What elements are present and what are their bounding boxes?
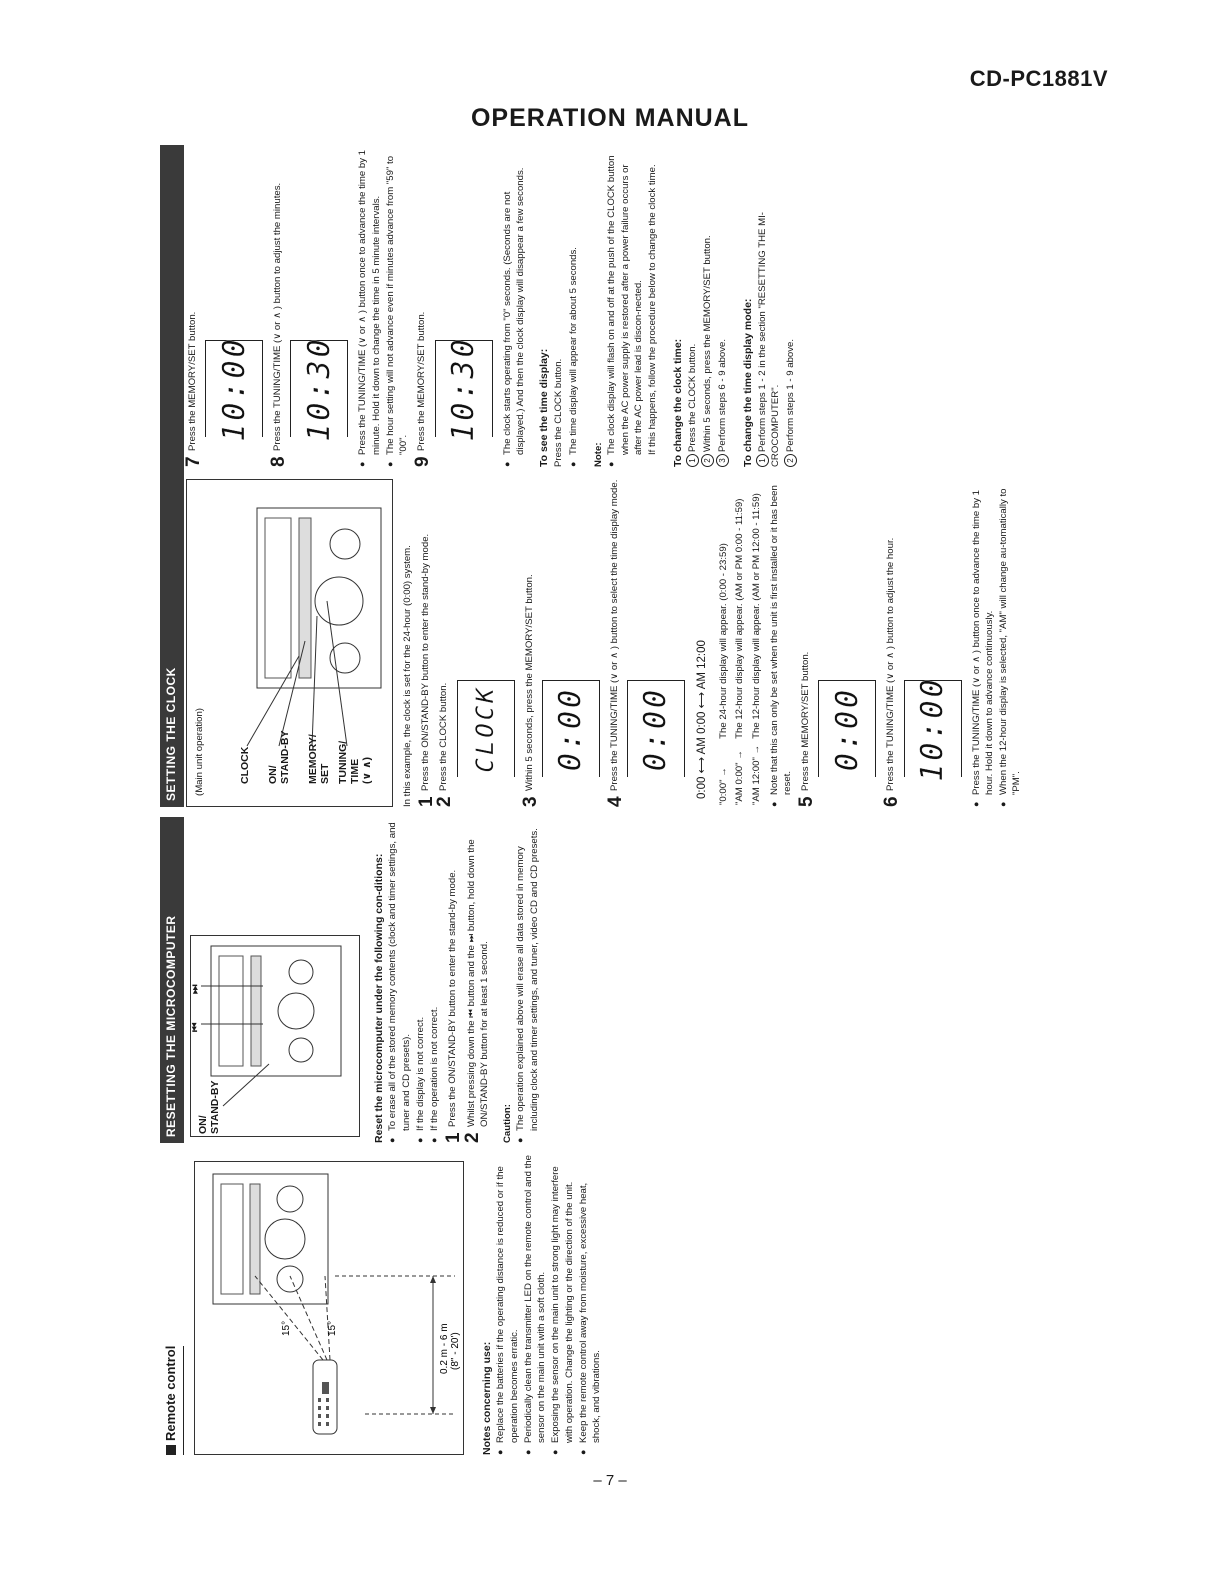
reset-condition: ● To erase all of the stored memory contents (clock and timer settings, and tuner and CD presets).: [386, 817, 412, 1143]
clock-heading: SETTING THE CLOCK: [160, 145, 184, 807]
clock-column-b: [183, 149, 800, 467]
remote-note: ● Keep the remote control away from moisture, excessive heat, shock, and vibrations.: [577, 1153, 603, 1455]
note-title: Note:: [593, 442, 605, 467]
memory-set-button-label: MEMORY/ SET: [307, 734, 332, 784]
clock-column-a: [186, 477, 1025, 807]
clock-step-2: 2 Press the CLOCK button.: [434, 682, 456, 807]
reset-condition: ● If the operation is not correct.: [428, 817, 441, 1143]
reset-section: [160, 817, 542, 1143]
remote-control-section: [160, 1153, 604, 1455]
remote-note: ● Periodically clean the transmitter LED on the remote control and the sensor on the main unit with a soft cloth.: [522, 1153, 548, 1455]
lcd-clock: CLOCK: [457, 680, 515, 777]
change-mode-step: 2Perform steps 1 - 9 above.: [784, 149, 797, 467]
main-unit-caption: (Main unit operation): [194, 708, 205, 796]
caution-title: Caution:: [502, 1104, 514, 1143]
clock-step-3: 3 Within 5 seconds, press the MEMORY/SET button.: [519, 574, 541, 807]
reset-condition: ● If the display is not correct.: [414, 817, 427, 1143]
clock-step-4: 4 Press the TUNING/TIME (∨ or ∧ ) button to select the time display mode.: [604, 479, 626, 807]
clock-section: [160, 145, 1023, 807]
mode-key: "0:00" →: [718, 767, 730, 805]
minute-bullet: ● Press the TUNING/TIME (∨ or ∧ ) button once to advance the time by 1 minute. Hold it down to change the time in 5 minute intervals.: [356, 149, 382, 467]
remote-range-figure: [194, 1161, 464, 1455]
change-mode-title: To change the time display mode:: [742, 298, 755, 467]
on-standby-label: ON/ STAND-BY: [197, 1080, 222, 1134]
display-mode-table: [715, 487, 766, 807]
mode-key: "AM 0:00" →: [734, 750, 746, 805]
on-standby-button-label: ON/ STAND-BY: [267, 730, 292, 784]
hour-bullet: ● Press the TUNING/TIME (∨ or ∧ ) button once to advance the time by 1 hour. Hold it down to advance continuously.: [970, 477, 996, 807]
angle-right-label: 15°: [280, 1320, 292, 1336]
change-clock-step: 1Press the CLOCK button.: [686, 149, 699, 467]
angle-left-label: 15°: [326, 1320, 338, 1336]
clock-step-9: 9 Press the MEMORY/SET button.: [412, 311, 434, 467]
lcd-10-00-a: 10:00: [904, 680, 962, 777]
remote-range-diagram: [195, 1162, 463, 1454]
remote-note: ● Exposing the sensor on the main unit to strong light may interfere with operation. Change the lighting or the direction of the unit.: [549, 1153, 575, 1455]
table-row: [717, 489, 731, 805]
reset-heading: RESETTING THE MICROCOMPUTER: [160, 817, 184, 1143]
mode-desc: The 12-hour display will appear. (AM or PM 0:00 - 11:59): [734, 498, 746, 739]
clock-intro: In this example, the clock is set for the 24-hour (0:00) system.: [402, 545, 413, 807]
next-button-label: ⏭: [189, 984, 201, 994]
minute-bullet: ● The hour setting will not advance even if minutes advance from "59" to "00".: [384, 149, 410, 467]
prev-button-label: ⏮: [189, 1022, 201, 1032]
see-time-bullet: ● The time display will appear for about 5 seconds.: [567, 149, 580, 467]
reset-instructions: [372, 817, 541, 1143]
remote-notes-title: Notes concerning use:: [480, 1341, 493, 1455]
hour-bullet: ● When the 12-hour display is selected, "AM" will change au-tomatically to "PM".: [997, 477, 1023, 807]
clock-unit-figure: [186, 479, 393, 807]
change-clock-title: To change the clock time:: [672, 338, 685, 467]
reset-conditions-title: Reset the microcomputer under the following con-ditions:: [373, 853, 385, 1143]
clock-step-1: 1 Press the ON/STAND-BY button to enter the stand-by mode.: [416, 533, 438, 807]
reset-figure: [190, 935, 360, 1137]
change-mode-step: 1Perform steps 1 - 2 in the section "RESETTING THE MI-CROCOMPUTER".: [756, 212, 782, 467]
reset-step-1: 1 Press the ON/STAND-BY button to enter the stand-by mode.: [443, 869, 465, 1143]
lcd-10-00-b: 10:00: [205, 340, 263, 437]
clock-step-7: 7 Press the MEMORY/SET button.: [183, 311, 204, 467]
remote-control-heading: Remote control: [160, 1346, 184, 1455]
lcd-0-00-b: 0:00: [627, 680, 685, 777]
model-number: CD-PC1881V: [969, 66, 1108, 91]
lcd-10-30-a: 10:30: [290, 340, 348, 437]
display-mode-cycle: 0:00 ⟷ AM 0:00 ⟷ AM 12:00: [696, 640, 709, 799]
page-title: OPERATION MANUAL: [470, 104, 750, 132]
note-more: If this happens, follow the procedure below to change the clock time.: [647, 164, 658, 455]
mode-desc: The 24-hour display will appear. (0:00 - 23:59): [718, 543, 730, 739]
remote-note: ● Replace the batteries if the operating distance is reduced or if the operation becomes erratic.: [494, 1153, 520, 1455]
clock-step-5: 5 Press the MEMORY/SET button.: [796, 651, 818, 807]
note-install: ● Note that this can only be set when the unit is first installed or it has been reset.: [768, 477, 794, 807]
lcd-0-00-c: 0:00: [818, 680, 876, 777]
caution-text: ● The operation explained above will erase all data stored in memory including clock and timer settings, and tuner, video CD and CD presets.: [514, 817, 540, 1143]
page-number: – 7 –: [593, 1472, 627, 1489]
reset-step-2: 2 Whilst pressing down the ⏮ button and the ⏭ button, hold down the ON/STAND-BY button for at least 1 second.: [461, 839, 490, 1143]
remote-notes: [480, 1153, 603, 1455]
note-bullet: ● The clock display will flash on and off at the push of the CLOCK button when the AC power supply is restored after a power failure occurs or after the AC power lead is discon-nected.: [605, 149, 645, 467]
see-time-title: To see the time display:: [538, 348, 551, 467]
distance-feet-label: (8" - 20'): [449, 1332, 461, 1370]
lcd-0-00-a: 0:00: [542, 680, 600, 777]
clock-button-label: CLOCK: [239, 746, 251, 784]
table-row: [750, 489, 764, 805]
clock-step-8: 8 Press the TUNING/TIME (∨ or ∧ ) button to adjust the minutes.: [268, 182, 290, 467]
clock-start-bullet: ● The clock starts operating from "0" seconds. (Seconds are not displayed.) And then the clock display will disappear a few seconds.: [501, 149, 527, 467]
mode-key: "AM 12:00" →: [750, 744, 762, 805]
change-clock-step: 2Within 5 seconds, press the MEMORY/SET button.: [701, 149, 714, 467]
clock-step-6: 6 Press the TUNING/TIME (∨ or ∧ ) button to adjust the hour.: [881, 537, 903, 807]
table-row: [733, 489, 747, 805]
distance-label: 0.2 m - 6 m: [438, 1323, 450, 1374]
change-clock-step: 3Perform steps 6 - 9 above.: [716, 149, 729, 467]
tuning-time-button-label: TUNING/ TIME (∨ ∧): [337, 740, 374, 784]
manual-body: [160, 145, 1110, 1455]
mode-desc: The 12-hour display will appear. (AM or PM 12:00 - 11:59): [750, 493, 762, 739]
lcd-10-30-b: 10:30: [435, 340, 493, 437]
see-time-text: Press the CLOCK button.: [552, 358, 564, 467]
